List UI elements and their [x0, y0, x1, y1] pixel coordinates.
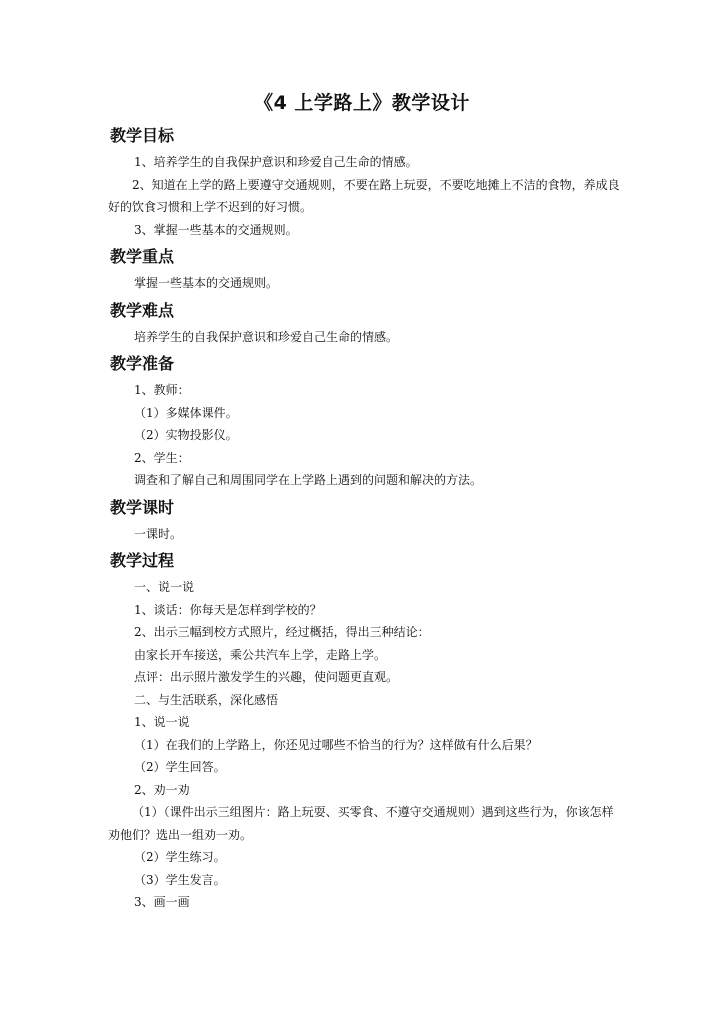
process-item-9: （2）学生回答。: [134, 760, 226, 774]
objective-item-2: 2、知道在上学的路上要遵守交通规则，不要在路上玩耍，不要吃地摊上不洁的食物，养成良好的饮食习惯和上学不迟到的好习惯。: [108, 177, 620, 214]
preparation-item-2: （1）多媒体课件。: [134, 405, 238, 420]
process-item-13: （3）学生发言。: [134, 872, 226, 887]
heading-process: 教学过程: [110, 551, 175, 570]
preparation-item-5: 调查和了解自己和周围同学在上学路上遇到的问题和解决的方法。: [134, 473, 483, 487]
process-item-3: 2、出示三幅到校方式照片，经过概括，得出三种结论：: [134, 625, 430, 639]
preparation-item-3: （2）实物投影仪。: [134, 428, 238, 442]
process-item-11: （1）（课件出示三组图片：路上玩耍、买零食、不遵守交通规则）遇到这些行为，你该怎样劝他们？选出一组劝一劝。: [108, 805, 614, 842]
process-item-4: 由家长开车接送，乘公共汽车上学，走路上学。: [134, 647, 387, 662]
process-item-8: （1）在我们的上学路上，你还见过哪些不恰当的行为？这样做有什么后果？: [134, 737, 538, 752]
objective-item-3: 3、掌握一些基本的交通规则。: [134, 222, 298, 237]
heading-objectives: 教学目标: [110, 126, 175, 145]
difficulty-item-1: 培养学生的自我保护意识和珍爱自己生命的情感。: [134, 329, 399, 344]
process-item-10: 2、劝一劝: [134, 782, 190, 797]
preparation-item-4: 2、学生：: [134, 450, 190, 465]
document-body: [110, 120, 620, 914]
process-item-12: （2）学生练习。: [134, 850, 226, 864]
heading-periods: 教学课时: [110, 497, 175, 517]
process-item-6: 二、与生活联系，深化感悟: [134, 692, 279, 707]
process-item-14: 3、画一画: [134, 895, 190, 909]
key-point-item-1: 掌握一些基本的交通规则。: [134, 276, 279, 290]
process-item-1: 一、说一说: [134, 580, 195, 594]
heading-key-points: 教学重点: [110, 247, 175, 266]
heading-preparation: 教学准备: [110, 354, 175, 373]
document-title: 《4 上学路上》教学设计: [254, 92, 470, 114]
process-item-5: 点评：出示照片激发学生的兴趣，使问题更直观。: [134, 670, 399, 684]
process-item-2: 1、谈话：你每天是怎样到学校的？: [134, 602, 322, 617]
objective-item-1: 1、培养学生的自我保护意识和珍爱自己生命的情感。: [134, 155, 418, 169]
process-item-7: 1、说一说: [134, 715, 190, 729]
preparation-item-1: 1、教师：: [134, 383, 190, 397]
periods-item-1: 一课时。: [134, 526, 183, 541]
heading-difficulties: 教学难点: [110, 300, 175, 320]
